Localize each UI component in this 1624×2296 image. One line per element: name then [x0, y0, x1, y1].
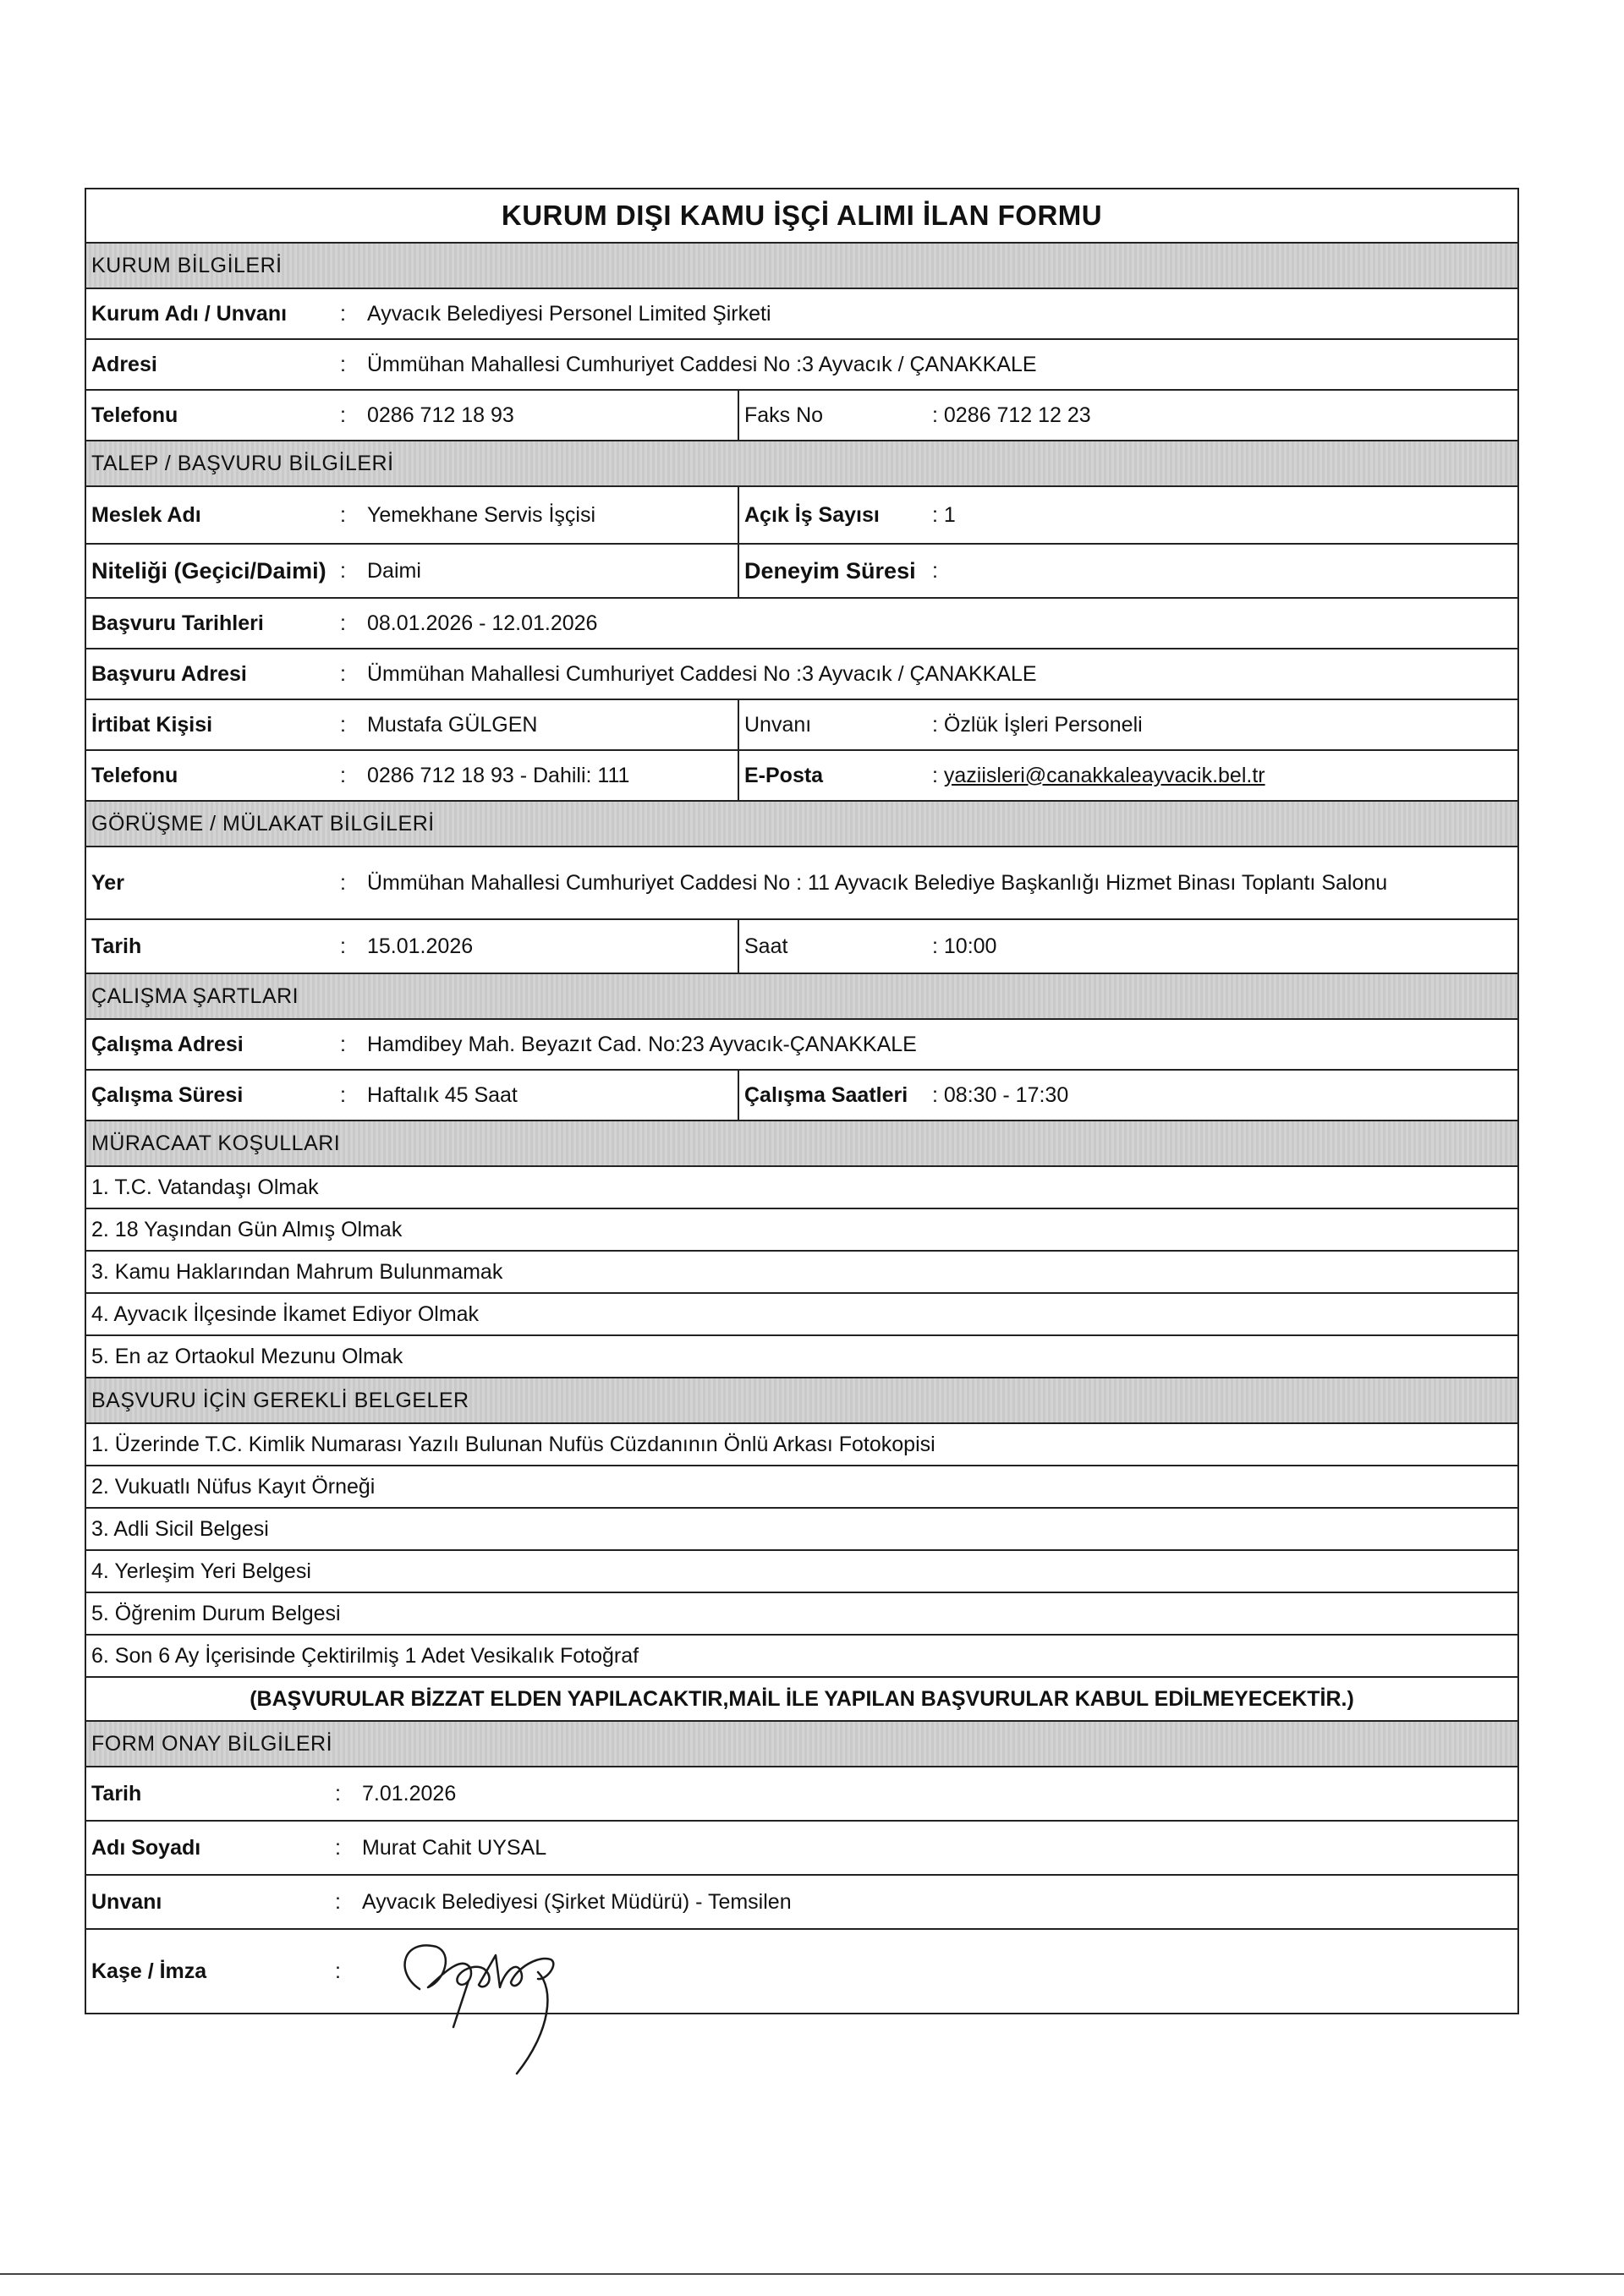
label-telefon-2: Telefonu — [91, 763, 178, 787]
colon: : — [340, 934, 346, 958]
list-item: 1. T.C. Vatandaşı Olmak — [86, 1167, 1517, 1209]
label-faks: Faks No — [738, 391, 932, 440]
application-note: (BAŞVURULAR BİZZAT ELDEN YAPILACAKTIR,MAİL İLE YAPILAN BAŞVURULAR KABUL EDİLMEYECEKTİR.) — [86, 1678, 1517, 1722]
eposta-colon: : — [932, 763, 938, 787]
colon: : — [335, 1959, 341, 1983]
job-announcement-form — [85, 188, 1519, 2014]
value-onay-tarih: 7.01.2026 — [362, 1781, 457, 1806]
value-basvuru-tarihleri: 08.01.2026 - 12.01.2026 — [367, 611, 598, 635]
row-onay-unvan — [86, 1876, 1517, 1930]
colon: : — [335, 1835, 341, 1860]
list-item: 4. Ayvacık İlçesinde İkamet Ediyor Olmak — [86, 1294, 1517, 1336]
label-eposta: E-Posta — [738, 751, 932, 800]
value-telefon: 0286 712 18 93 — [367, 403, 514, 427]
value-irtibat: Mustafa GÜLGEN — [367, 712, 538, 737]
label-adres: Adresi — [91, 352, 157, 376]
list-item: 5. Öğrenim Durum Belgesi — [86, 1593, 1517, 1636]
label-nitelik: Niteliği (Geçici/Daimi) — [91, 557, 326, 584]
label-meslek: Meslek Adı — [91, 502, 201, 527]
colon: : — [340, 502, 346, 527]
row-calisma-suresi — [86, 1071, 1517, 1121]
list-item: 2. Vukuatlı Nüfus Kayıt Örneği — [86, 1466, 1517, 1509]
label-deneyim: Deneyim Süresi — [738, 545, 932, 597]
value-unvan: : Özlük İşleri Personeli — [932, 712, 1143, 737]
value-telefon-2: 0286 712 18 93 - Dahili: 111 — [367, 763, 630, 787]
row-mulakat-tarih — [86, 920, 1517, 974]
colon: : — [340, 558, 346, 583]
section-kurum: KURUM BİLGİLERİ — [86, 244, 1517, 289]
colon: : — [335, 1889, 341, 1914]
list-item: 4. Yerleşim Yeri Belgesi — [86, 1551, 1517, 1593]
list-item: 3. Adli Sicil Belgesi — [86, 1509, 1517, 1551]
colon: : — [340, 403, 346, 427]
row-calisma-adresi — [86, 1020, 1517, 1071]
row-irtibat — [86, 700, 1517, 751]
label-irtibat: İrtibat Kişisi — [91, 712, 213, 737]
label-calisma-suresi: Çalışma Süresi — [91, 1082, 244, 1107]
value-onay-unvan: Ayvacık Belediyesi (Şirket Müdürü) - Temsilen — [362, 1889, 792, 1914]
list-item: 5. En az Ortaokul Mezunu Olmak — [86, 1336, 1517, 1378]
value-nitelik: Daimi — [367, 558, 421, 583]
value-adres: Ümmühan Mahallesi Cumhuriyet Caddesi No :3 Ayvacık / ÇANAKKALE — [367, 352, 1037, 376]
row-kase-imza — [86, 1930, 1517, 2014]
section-calisma: ÇALIŞMA ŞARTLARI — [86, 974, 1517, 1020]
section-belgeler: BAŞVURU İÇİN GEREKLİ BELGELER — [86, 1378, 1517, 1424]
row-onay-tarih — [86, 1767, 1517, 1822]
label-onay-tarih: Tarih — [91, 1781, 142, 1806]
colon: : — [340, 870, 346, 895]
section-muracaat: MÜRACAAT KOŞULLARI — [86, 1121, 1517, 1167]
value-basvuru-adresi: Ümmühan Mahallesi Cumhuriyet Caddesi No :3 Ayvacık / ÇANAKKALE — [367, 661, 1037, 686]
colon: : — [340, 1082, 346, 1107]
colon: : — [340, 712, 346, 737]
value-eposta[interactable]: yaziisleri@canakkaleayvacik.bel.tr — [943, 763, 1265, 787]
value-eposta-wrap — [932, 764, 1517, 788]
value-kurum-adi: Ayvacık Belediyesi Personel Limited Şirketi — [367, 301, 771, 326]
value-calisma-saatleri: : 08:30 - 17:30 — [932, 1082, 1069, 1107]
value-saat: : 10:00 — [932, 934, 997, 958]
label-saat: Saat — [738, 920, 932, 973]
list-item: 1. Üzerinde T.C. Kimlik Numarası Yazılı Bulunan Nufüs Cüzdanının Önlü Arkası Fotokopisi — [86, 1424, 1517, 1466]
label-mulakat-tarih: Tarih — [91, 934, 142, 958]
row-basvuru-tarihleri — [86, 599, 1517, 649]
colon: : — [340, 611, 346, 635]
row-meslek — [86, 487, 1517, 545]
label-telefon: Telefonu — [91, 403, 178, 427]
row-yer — [86, 847, 1517, 920]
label-onay-ad: Adı Soyadı — [91, 1835, 201, 1860]
colon: : — [340, 1032, 346, 1056]
value-acik-is: : 1 — [932, 502, 956, 527]
list-item: 2. 18 Yaşından Gün Almış Olmak — [86, 1209, 1517, 1252]
label-calisma-saatleri: Çalışma Saatleri — [738, 1071, 932, 1120]
list-item: 6. Son 6 Ay İçerisinde Çektirilmiş 1 Adet Vesikalık Fotoğraf — [86, 1636, 1517, 1678]
row-nitelik — [86, 545, 1517, 599]
value-mulakat-tarih: 15.01.2026 — [367, 934, 474, 958]
value-onay-ad: Murat Cahit UYSAL — [362, 1835, 547, 1860]
label-kurum-adi: Kurum Adı / Unvanı — [91, 301, 288, 326]
row-onay-ad — [86, 1822, 1517, 1876]
row-telefon — [86, 391, 1517, 441]
value-calisma-adresi: Hamdibey Mah. Beyazıt Cad. No:23 Ayvacık-ÇANAKKALE — [367, 1032, 917, 1056]
row-iletisim — [86, 751, 1517, 802]
label-kase-imza: Kaşe / İmza — [91, 1959, 207, 1983]
value-yer: Ümmühan Mahallesi Cumhuriyet Caddesi No : 11 Ayvacık Belediye Başkanlığı Hizmet Binası Toplantı Salonu — [367, 870, 1388, 895]
label-basvuru-tarihleri: Başvuru Tarihleri — [91, 611, 264, 635]
row-adres — [86, 340, 1517, 391]
row-basvuru-adresi — [86, 649, 1517, 700]
value-calisma-suresi: Haftalık 45 Saat — [367, 1082, 518, 1107]
value-faks: : 0286 712 12 23 — [932, 403, 1091, 427]
row-kurum-adi — [86, 289, 1517, 340]
signature-icon — [369, 1921, 623, 2091]
colon: : — [335, 1781, 341, 1806]
footer-divider — [0, 2273, 1624, 2275]
form-title: KURUM DIŞI KAMU İŞÇİ ALIMI İLAN FORMU — [86, 189, 1517, 244]
colon: : — [340, 763, 346, 787]
section-talep: TALEP / BAŞVURU BİLGİLERİ — [86, 441, 1517, 487]
value-meslek: Yemekhane Servis İşçisi — [367, 502, 596, 527]
colon: : — [340, 301, 346, 326]
section-gorusme: GÖRÜŞME / MÜLAKAT BİLGİLERİ — [86, 802, 1517, 847]
label-basvuru-adresi: Başvuru Adresi — [91, 661, 247, 686]
list-item: 3. Kamu Haklarından Mahrum Bulunmamak — [86, 1252, 1517, 1294]
label-unvan: Unvanı — [738, 700, 932, 749]
colon: : — [340, 661, 346, 686]
label-acik-is: Açık İş Sayısı — [738, 487, 932, 543]
label-yer: Yer — [91, 870, 124, 895]
colon: : — [340, 352, 346, 376]
value-deneyim: : — [932, 558, 938, 583]
section-onay: FORM ONAY BİLGİLERİ — [86, 1722, 1517, 1767]
label-calisma-adresi: Çalışma Adresi — [91, 1032, 244, 1056]
label-onay-unvan: Unvanı — [91, 1889, 162, 1914]
signature-area — [360, 1930, 1517, 2013]
